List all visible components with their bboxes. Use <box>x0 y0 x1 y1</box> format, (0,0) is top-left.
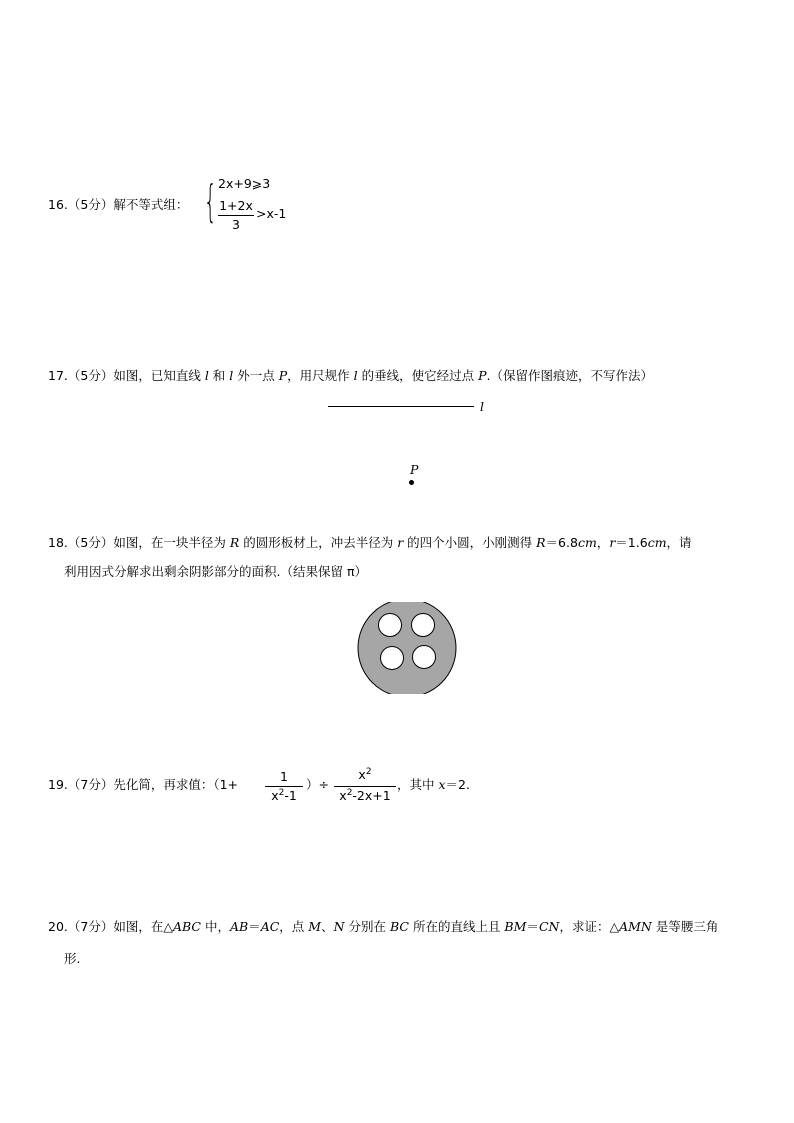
q18-unit-cm-2: cm <box>647 535 667 550</box>
q16-inequality-2-tail: >x-1 <box>256 206 287 221</box>
q20-var-BM: BM <box>504 919 527 934</box>
q18-var-r-1: r <box>397 535 404 550</box>
q19-f2-den-base: x <box>339 788 347 803</box>
q20-text-5: 、 <box>321 919 334 934</box>
q20-text-4: ，点 <box>279 919 309 934</box>
q19-f2-den-tail: -2x+1 <box>352 788 391 803</box>
question-18-line-2: 利用因式分解求出剩余阴影部分的面积.（结果保留 π） <box>64 564 367 579</box>
q17-var-P-2: P <box>478 368 487 383</box>
q18-small-circle <box>381 647 404 670</box>
q16-fraction-bar <box>218 215 254 216</box>
q18-text-7: ，请 <box>666 535 692 550</box>
q18-small-circle <box>379 614 402 637</box>
q18-var-R-2: R <box>536 535 546 550</box>
q16-prefix: 16.（5分）解不等式组： <box>48 197 189 212</box>
q20-text-3: ＝ <box>248 919 261 934</box>
q19-fraction-1-bar <box>265 786 303 787</box>
q20-var-M: M <box>308 919 322 934</box>
q18-text-5: ， <box>596 535 610 550</box>
q19-fraction-1-denominator <box>265 788 303 804</box>
q17-point-P <box>409 480 414 485</box>
q18-text-1: 18.（5分）如图，在一块半径为 <box>48 535 230 550</box>
q20-var-AC: AC <box>260 919 280 934</box>
question-17-text <box>48 368 653 384</box>
q17-text-1: 17.（5分）如图，已知直线 <box>48 368 205 383</box>
q19-fraction-2-numerator <box>334 765 396 785</box>
q17-var-l-2: l <box>229 368 234 383</box>
q18-var-R-1: R <box>229 535 240 550</box>
q16-fraction <box>218 198 254 233</box>
q19-f1-den-exp: 2 <box>278 787 285 798</box>
q18-var-r-2: r <box>609 535 616 550</box>
q19-fraction-1 <box>265 769 303 804</box>
q20-text-10: 是等腰三角 <box>651 919 719 934</box>
q20-var-ABC: ABC <box>172 919 201 934</box>
q17-text-6: .（保留作图痕迹，不写作法） <box>486 368 653 383</box>
q19-f2-den-exp: 2 <box>346 787 353 798</box>
q17-var-l-1: l <box>204 368 209 383</box>
q18-small-circle <box>413 646 436 669</box>
q19-f1-den-tail: -1 <box>284 788 297 803</box>
q19-f2-num-base: x <box>358 767 366 782</box>
question-20-line-1 <box>48 919 718 935</box>
q17-text-5: 的垂线，使它经过点 <box>357 368 479 383</box>
q20-var-CN: CN <box>538 919 560 934</box>
q19-fraction-2-bar <box>334 786 396 787</box>
q16-fraction-numerator: 1+2x <box>219 198 253 213</box>
q19-suffix <box>397 777 470 793</box>
q19-prefix: 19.（7分）先化简，再求值：（1+ <box>48 777 239 792</box>
q18-text-6: ＝1.6 <box>615 535 648 550</box>
q19-var-x: x <box>438 777 446 792</box>
q18-small-circle <box>412 614 435 637</box>
q17-text-2: 和 <box>208 368 230 383</box>
q20-text-1: 20.（7分）如图，在△ <box>48 919 173 934</box>
q19-fraction-1-numerator: 1 <box>280 769 288 784</box>
q18-circle-figure <box>355 602 459 694</box>
q20-text-8: ＝ <box>526 919 539 934</box>
q17-point-label: P <box>410 462 419 477</box>
q16-brace: { <box>204 176 217 227</box>
q17-var-l-3: l <box>353 368 358 383</box>
q18-text-4: ＝6.8 <box>545 535 578 550</box>
q19-close-paren-divide: ）÷ <box>306 777 329 792</box>
q20-var-BC: BC <box>389 919 409 934</box>
q17-line-label: l <box>480 399 484 414</box>
question-20-line-2: 形. <box>64 951 81 966</box>
q18-large-circle <box>358 602 456 694</box>
q19-fraction-2-denominator <box>334 788 396 804</box>
q20-text-6: 分别在 <box>344 919 390 934</box>
q17-text-4: ，用尺规作 <box>287 368 354 383</box>
q19-suffix-1: ，其中 <box>397 777 439 792</box>
q19-f2-num-exp: 2 <box>365 766 372 777</box>
q20-var-AMN: AMN <box>619 919 652 934</box>
q20-var-AB: AB <box>229 919 249 934</box>
question-18-line-1 <box>48 535 692 551</box>
q18-unit-cm-1: cm <box>577 535 597 550</box>
q19-suffix-2: ＝2. <box>445 777 470 792</box>
q16-inequality-1: 2x+9⩾3 <box>218 176 271 191</box>
q20-text-7: 所在的直线上且 <box>408 919 505 934</box>
q19-fraction-2 <box>334 765 396 804</box>
q16-fraction-denominator: 3 <box>232 217 240 232</box>
q17-line-l <box>328 406 474 407</box>
q20-var-N: N <box>333 919 345 934</box>
q20-text-9: ，求证：△ <box>559 919 620 934</box>
q20-text-2: 中， <box>200 919 230 934</box>
q18-text-2: 的圆形板材上，冲去半径为 <box>239 535 398 550</box>
q19-f1-den-base: x <box>271 788 279 803</box>
q17-text-3: 外一点 <box>233 368 279 383</box>
q17-var-P-1: P <box>278 368 288 383</box>
q18-text-3: 的四个小圆，小刚测得 <box>403 535 537 550</box>
